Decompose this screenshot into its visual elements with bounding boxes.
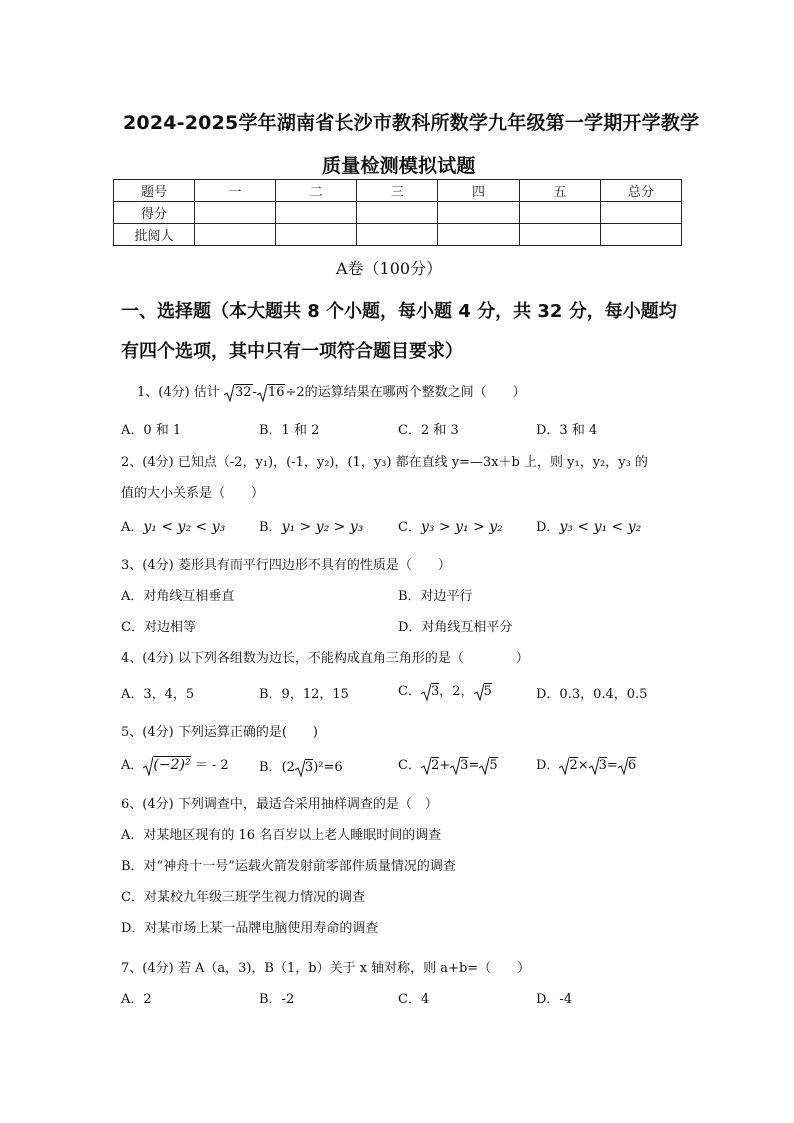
header-cell: 总分 — [600, 180, 681, 202]
q3-option-c[interactable]: C．对边相等 — [121, 620, 196, 635]
exam-title-line2: 质量检测模拟试题 — [322, 155, 476, 177]
sqrt-symbol-icon — [450, 757, 460, 775]
score-cell[interactable] — [438, 202, 519, 224]
sqrt-symbol-icon — [224, 384, 234, 402]
q5-option-b[interactable] — [259, 756, 343, 777]
header-cell: 五 — [519, 180, 600, 202]
radicand: 5 — [489, 758, 498, 773]
option-expr: y₁ < y₂ < y₃ — [143, 519, 226, 535]
option-text: )²=6 — [313, 760, 343, 775]
q1-option-a[interactable]: A．0 和 1 — [121, 423, 182, 438]
radicand: 2 — [430, 758, 440, 773]
q7-option-d[interactable]: D．-4 — [536, 992, 573, 1007]
score-cell[interactable] — [195, 202, 276, 224]
q1-option-d[interactable]: D．3 和 4 — [536, 423, 598, 438]
q1-option-c[interactable]: C．2 和 3 — [398, 423, 459, 438]
question-6: 6、(4分) 下列调查中，最适合采用抽样调查的是（ ） — [121, 797, 438, 812]
score-table — [113, 179, 682, 246]
operator: = — [606, 758, 618, 773]
q1-option-b[interactable]: B．1 和 2 — [259, 423, 320, 438]
option-expr: y₁ > y₂ > y₃ — [281, 519, 364, 535]
sqrt-symbol-icon — [421, 683, 431, 701]
sqrt-symbol-icon — [421, 757, 431, 775]
q7-option-b[interactable]: B．-2 — [259, 992, 295, 1007]
q6-option-d[interactable]: D．对某市场上某一品牌电脑使用寿命的调查 — [121, 921, 379, 936]
q5-option-a[interactable] — [121, 754, 229, 776]
q3-option-d[interactable]: D．对角线互相平分 — [398, 620, 513, 635]
radicand: 6 — [627, 758, 637, 773]
score-table-header-row — [114, 180, 682, 202]
score-cell[interactable] — [357, 202, 438, 224]
radicand: (−2)² — [153, 757, 191, 773]
q6-option-c[interactable]: C．对某校九年级三班学生视力情况的调查 — [121, 890, 365, 905]
q7-option-c[interactable]: C．4 — [398, 992, 430, 1007]
q4-option-a[interactable]: A．3，4，5 — [121, 687, 195, 702]
q5-option-c[interactable] — [398, 754, 498, 775]
option-label: D． — [536, 520, 560, 535]
radicand: 3 — [304, 760, 314, 775]
score-cell[interactable] — [519, 202, 600, 224]
q1-minus: - — [252, 385, 257, 400]
sqrt-symbol-icon — [295, 759, 305, 777]
radicand: 2 — [569, 758, 578, 773]
radicand: 3 — [598, 758, 607, 773]
score-row — [114, 202, 682, 224]
q6-option-a[interactable]: A．对某地区现有的 16 名百岁以上老人睡眠时间的调查 — [121, 828, 442, 843]
q1-radicand: 32 — [234, 385, 252, 400]
q4-option-c[interactable] — [398, 680, 492, 701]
q2-option-c[interactable] — [398, 516, 503, 535]
q2-option-a[interactable] — [121, 516, 225, 535]
sqrt-symbol-icon — [257, 384, 267, 402]
q1-prefix: 1、(4分) 估计 — [137, 385, 220, 400]
sqrt-symbol-icon — [474, 683, 484, 701]
option-text: (2 — [281, 760, 295, 775]
q7-option-a[interactable]: A．2 — [121, 992, 152, 1007]
reviewer-cell[interactable] — [357, 224, 438, 246]
option-text: ，2， — [439, 684, 474, 699]
volume-heading: A卷（100分） — [336, 259, 443, 278]
row-label: 批阅人 — [114, 224, 195, 246]
q4-option-d[interactable]: D．0.3，0.4，0.5 — [536, 687, 648, 702]
score-cell[interactable] — [600, 202, 681, 224]
question-1 — [137, 381, 526, 402]
header-cell: 一 — [195, 180, 276, 202]
q5-option-d[interactable] — [536, 754, 636, 775]
option-label: B． — [259, 760, 282, 775]
q1-suffix: 的运算结果在哪两个整数之间（ ） — [304, 385, 526, 400]
radicand: 3 — [460, 758, 469, 773]
sqrt-symbol-icon — [559, 757, 569, 775]
q3-option-b[interactable]: B．对边平行 — [398, 589, 473, 604]
q1-radicand: 16 — [267, 385, 285, 400]
reviewer-cell[interactable] — [600, 224, 681, 246]
header-cell: 四 — [438, 180, 519, 202]
sqrt-symbol-icon — [618, 757, 628, 775]
option-label: A． — [121, 758, 144, 773]
option-label: A． — [121, 520, 144, 535]
header-cell: 三 — [357, 180, 438, 202]
question-5: 5、(4分) 下列运算正确的是( ) — [121, 725, 318, 740]
question-4: 4、(4分) 以下列各组数为边长，不能构成直角三角形的是（ ） — [121, 651, 529, 666]
header-cell: 题号 — [114, 180, 195, 202]
header-cell: 二 — [276, 180, 357, 202]
reviewer-cell[interactable] — [519, 224, 600, 246]
option-label: C． — [398, 520, 421, 535]
operator: × — [577, 758, 589, 773]
operator: = — [468, 758, 480, 773]
q2-option-d[interactable] — [536, 516, 641, 535]
q1-div: ÷2 — [285, 385, 305, 400]
radicand: 3 — [430, 684, 440, 699]
option-label: D． — [536, 758, 560, 773]
question-7: 7、(4分) 若 A（a，3)，B（1，b）关于 x 轴对称，则 a+b=（ ） — [121, 961, 531, 976]
reviewer-row — [114, 224, 682, 246]
row-label: 得分 — [114, 202, 195, 224]
question-3: 3、(4分) 菱形具有而平行四边形不具有的性质是（ ） — [121, 558, 451, 573]
score-cell[interactable] — [276, 202, 357, 224]
sqrt-symbol-icon — [143, 756, 153, 776]
operator: + — [439, 758, 451, 773]
sqrt-symbol-icon — [589, 757, 599, 775]
reviewer-cell[interactable] — [276, 224, 357, 246]
option-label: C． — [398, 758, 421, 773]
section1-heading-line1: 一、选择题（本大题共 8 个小题，每小题 4 分，共 32 分，每小题均 — [121, 301, 677, 322]
option-label: B． — [259, 520, 282, 535]
q6-option-b[interactable]: B．对“神舟十一号”运载火箭发射前零部件质量情况的调查 — [121, 859, 456, 874]
option-expr: y₃ < y₁ < y₂ — [559, 519, 642, 535]
q3-option-a[interactable]: A．对角线互相垂直 — [121, 589, 235, 604]
reviewer-cell[interactable] — [438, 224, 519, 246]
reviewer-cell[interactable] — [195, 224, 276, 246]
option-text: ＝ - 2 — [194, 758, 229, 773]
sqrt-symbol-icon — [479, 757, 489, 775]
question-2-line2: 值的大小关系是（ ） — [121, 486, 265, 501]
exam-title-line1: 2024-2025学年湖南省长沙市教科所数学九年级第一学期开学教学 — [123, 112, 700, 134]
option-label: C． — [398, 684, 421, 699]
q4-option-b[interactable]: B．9，12，15 — [259, 687, 349, 702]
q2-option-b[interactable] — [259, 516, 363, 535]
question-2-line1: 2、(4分) 已知点（-2，y₁)，(-1，y₂)，(1，y₃) 都在直线 y=—3x＋b 上，则 y₁，y₂，y₃ 的 — [121, 455, 648, 470]
radicand: 5 — [483, 684, 492, 699]
option-expr: y₃ > y₁ > y₂ — [420, 519, 503, 535]
section1-heading-line2: 有四个选项，其中只有一项符合题目要求） — [121, 341, 463, 362]
